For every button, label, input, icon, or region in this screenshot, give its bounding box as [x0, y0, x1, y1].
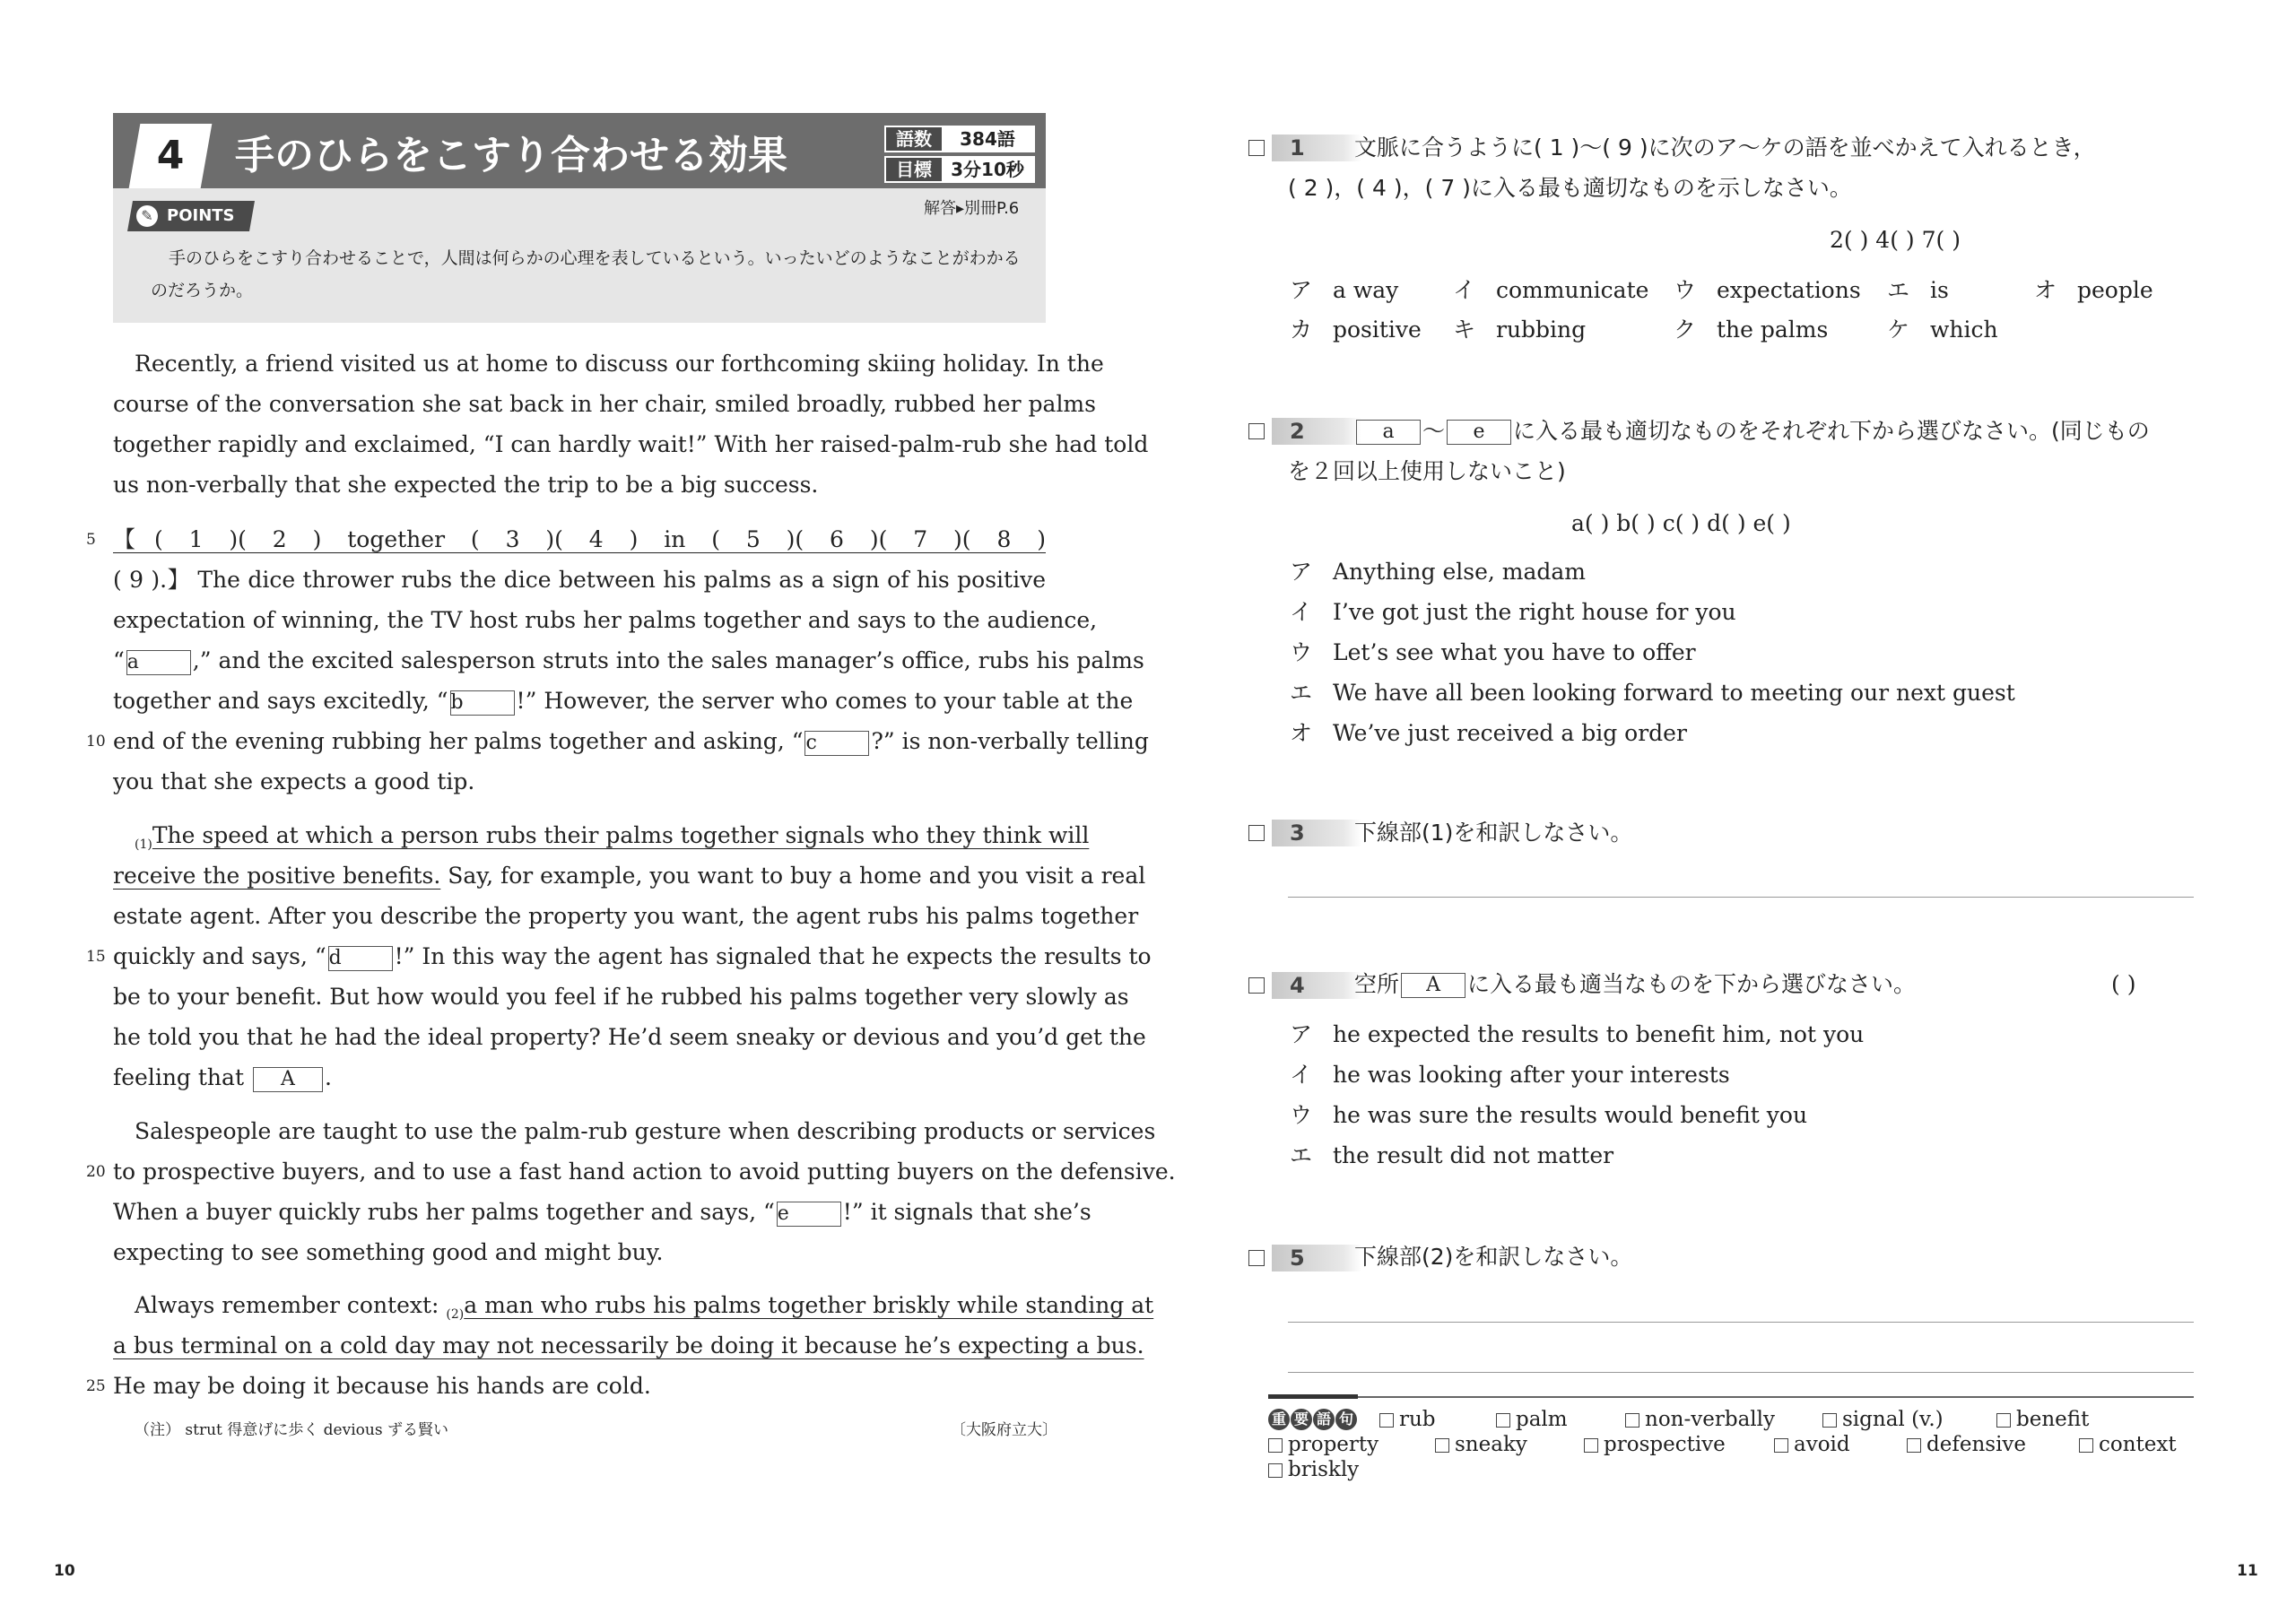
checkbox[interactable] [1822, 1413, 1837, 1428]
passage-line [113, 722, 1149, 761]
question-text: 下線部(1)を和訳しなさい。 [1354, 820, 1633, 846]
text-segment: !” In this way the agent has signaled that he expects the results to [394, 943, 1152, 969]
blank-box: e [777, 1202, 841, 1227]
answer-slot[interactable]: ( ) [2111, 971, 2136, 997]
option-item: ア he expected the results to benefit him, not you [1290, 1021, 1865, 1047]
option-item: イ he was looking after your interests [1290, 1062, 1730, 1088]
page-number-left: 10 [54, 1562, 75, 1580]
passage-line [113, 762, 1046, 802]
option-item: オ We’ve just received a big order [1290, 720, 1687, 746]
text-segment: us non-verbally that she expected the trip to be a big success. [113, 472, 819, 498]
vocab-item[interactable]: palm [1496, 1408, 1568, 1431]
question-checkbox[interactable] [1248, 1250, 1265, 1266]
option-item: エ is [1887, 277, 1949, 303]
text-segment: ,” and the excited salesperson struts into the sales manager’s office, rubs his palms [192, 647, 1144, 673]
text-segment: together rapidly and exclaimed, “I can hardly wait!” With her raised-palm-rub she had told [113, 431, 1149, 457]
checkbox[interactable] [2079, 1438, 2093, 1453]
blank-box: a [126, 650, 191, 675]
checkbox[interactable] [1584, 1438, 1598, 1453]
option-item: ク the palms [1674, 317, 1829, 343]
option-item: ウ he was sure the results would benefit you [1290, 1102, 1808, 1128]
line-number: 25 [86, 1377, 106, 1395]
passage-line [113, 385, 1096, 424]
points-label: POINTS [167, 206, 235, 225]
vocab-item[interactable]: prospective [1584, 1433, 1726, 1456]
option-item: ウ expectations [1674, 277, 1861, 303]
stat-value: 3分10秒 [942, 158, 1033, 181]
points-description: 手のひらをこすり合わせることで，人間は何らかの心理を表しているという。いったいどのようなことがわかるのだろうか。 [151, 248, 1021, 300]
text-segment: to prospective buyers, and to use a fast hand action to avoid putting buyers on the defensive. [113, 1159, 1176, 1185]
vocab-item[interactable]: signal (v.) [1822, 1408, 1944, 1431]
passage-line [113, 601, 1098, 640]
passage-line [113, 1326, 1144, 1366]
option-item: ウ Let’s see what you have to offer [1290, 639, 1696, 665]
vocab-item[interactable]: sneaky [1435, 1433, 1527, 1456]
passage-line [135, 1286, 1154, 1325]
underline-marker: (2) [446, 1307, 465, 1322]
text-segment: . [324, 1064, 332, 1090]
text-segment: together and says excitedly, “ [113, 688, 448, 714]
underlined-text: The speed at which a person rubs their palms together signals who they think will [152, 822, 1090, 848]
blank-box: A [253, 1067, 323, 1092]
line-number: 15 [86, 948, 106, 966]
answer-slots[interactable]: 2( ) 4( ) 7( ) [1830, 227, 1961, 253]
checkbox[interactable] [1996, 1413, 2011, 1428]
question-number: 3 [1290, 820, 1305, 846]
text-segment: !” it signals that she’s [842, 1199, 1091, 1225]
blank-box: e [1447, 420, 1511, 445]
unit-title: 手のひらをこすり合わせる効果 [235, 133, 787, 178]
passage-line [113, 1018, 1146, 1057]
text-segment: course of the conversation she sat back in her chair, smiled broadly, rubbed her palms [113, 391, 1096, 417]
page-number-right: 11 [2237, 1562, 2258, 1580]
text-segment: expectation of winning, the TV host rubs her palms together and says to the audience, [113, 607, 1098, 633]
vocab-item[interactable]: rub [1379, 1408, 1436, 1431]
question-number: 2 [1290, 419, 1305, 444]
vocab-item[interactable]: briskly [1268, 1458, 1359, 1481]
question-number: 5 [1290, 1245, 1305, 1271]
underline-marker: (1) [135, 838, 152, 852]
checkbox[interactable] [1907, 1438, 1921, 1453]
passage-line [113, 937, 1152, 976]
underlined-text: a man who rubs his palms together briskly while standing at [464, 1292, 1154, 1318]
answer-reference: 解答▸別冊P.6 [924, 199, 1020, 218]
text-segment: quickly and says, “ [113, 943, 326, 969]
checkbox[interactable] [1435, 1438, 1449, 1453]
passage-line [113, 1152, 1176, 1192]
text-segment: Say, for example, you want to buy a home and you visit a real [440, 863, 1146, 889]
passage-line [113, 897, 1139, 936]
stat-label: 目標 [886, 158, 942, 181]
answer-slots[interactable]: a( ) b( ) c( ) d( ) e( ) [1571, 510, 1791, 536]
vocab-item[interactable]: avoid [1774, 1433, 1850, 1456]
unit-number: 4 [156, 133, 185, 178]
underlined-text: receive the positive benefits. [113, 863, 441, 889]
passage-line [113, 1367, 1046, 1406]
option-item: エ the result did not matter [1290, 1142, 1614, 1168]
question-text: を２回以上使用しないこと) [1288, 458, 1566, 484]
checkbox[interactable] [1625, 1413, 1639, 1428]
text-segment: expecting to see something good and might buy. [113, 1239, 664, 1265]
option-item: ケ which [1887, 317, 1998, 343]
target-time-stat [884, 156, 1035, 183]
source-credit: 〔大阪府立大〕 [951, 1421, 1057, 1439]
option-item: オ people [2034, 277, 2153, 303]
blank-box: a [1356, 420, 1421, 445]
line-number: 5 [86, 531, 96, 549]
passage-line [113, 681, 1134, 721]
line-number: 10 [86, 733, 106, 751]
text-segment: He may be doing it because his hands are cold. [113, 1373, 651, 1399]
passage-line [135, 816, 1090, 855]
word-count-stat [884, 126, 1035, 152]
question-checkbox[interactable] [1248, 825, 1265, 841]
stat-label: 語数 [886, 127, 942, 151]
vocab-divider [1268, 1396, 2194, 1398]
answer-line[interactable] [1288, 1372, 2194, 1373]
blank-box: d [328, 946, 393, 971]
blank-box: c [804, 731, 869, 756]
passage-line [113, 520, 1046, 560]
vocab-item[interactable]: benefit [1996, 1408, 2089, 1431]
text-segment: Always remember context: [135, 1292, 447, 1318]
option-item: キ rubbing [1453, 317, 1587, 343]
passage-line [113, 1193, 1091, 1232]
checkbox[interactable] [1496, 1413, 1510, 1428]
passage-line [113, 1058, 1046, 1098]
passage-line [113, 856, 1146, 896]
line-number: 20 [86, 1163, 106, 1181]
text-segment: end of the evening rubbing her palms together and asking, “ [113, 728, 804, 754]
option-item: イ I’ve got just the right house for you [1290, 599, 1736, 625]
question-text: 空所 A に入る最も適当なものを下から選びなさい。 [1354, 971, 1917, 997]
vocab-divider-accent [1268, 1394, 1358, 1399]
vocab-item[interactable]: property [1268, 1433, 1378, 1456]
passage-line [113, 1233, 1046, 1272]
footnote: （注） strut 得意げに歩く devious ずる賢い [135, 1421, 448, 1439]
text-segment: “ [113, 647, 125, 673]
option-item: イ communicate [1453, 277, 1649, 303]
checkbox[interactable] [1268, 1463, 1283, 1478]
text-segment: be to your benefit. But how would you feel if he rubbed his palms together very slowly as [113, 984, 1129, 1010]
checkbox[interactable] [1268, 1438, 1283, 1453]
question-text: 文脈に合うように( 1 )～( 9 )に次のア～ケの語を並べかえて入れるとき， [1354, 135, 2096, 161]
text-segment: Recently, a friend visited us at home to discuss our forthcoming skiing holiday. In the [135, 351, 1104, 377]
vocab-item[interactable]: context [2079, 1433, 2177, 1456]
question-text: a ～ e に入る最も適切なものをそれぞれ下から選びなさい。(同じもの [1354, 415, 2150, 447]
option-item: カ positive [1290, 317, 1422, 343]
passage-line [113, 560, 1046, 600]
text-segment: he told you that he had the ideal property? He’d seem sneaky or devious and you’d get the [113, 1024, 1146, 1050]
text-segment: Salespeople are taught to use the palm-rub gesture when describing products or services [135, 1118, 1156, 1144]
option-item: ア Anything else, madam [1290, 559, 1587, 585]
option-item: エ We have all been looking forward to meeting our next guest [1290, 680, 2015, 706]
question-text: ( 2 )，( 4 )，( 7 )に入る最も適切なものを示しなさい。 [1288, 175, 1852, 201]
passage-line [113, 641, 1144, 681]
stat-value: 384語 [942, 127, 1033, 151]
passage-line [135, 1112, 1156, 1151]
text-segment: ( 9 ).】 The dice thrower rubs the dice between his palms as a sign of his positive [113, 567, 1046, 593]
checkbox[interactable] [1774, 1438, 1788, 1453]
text-segment: feeling that [113, 1064, 251, 1090]
text-segment: When a buyer quickly rubs her palms together and says, “ [113, 1199, 775, 1225]
text-segment: 【( 1 )( 2 ) together ( 3 )( 4 ) in ( 5 )( 6 )( 7 )( 8 ) [113, 526, 1046, 552]
vocab-item[interactable]: non-verbally [1625, 1408, 1775, 1431]
answer-line[interactable] [1288, 897, 2194, 898]
passage-line [113, 465, 1046, 505]
passage-line [113, 977, 1129, 1017]
blank-box: b [450, 690, 515, 716]
pencil-icon: ✎ [136, 205, 158, 227]
question-text: 下線部(2)を和訳しなさい。 [1354, 1244, 1633, 1270]
blank-box: A [1401, 973, 1465, 998]
question-checkbox[interactable] [1248, 977, 1265, 994]
question-number: 1 [1290, 135, 1305, 161]
vocab-badge: 重 要 語 句 [1268, 1408, 1358, 1431]
answer-line[interactable] [1288, 1322, 2194, 1323]
question-number: 4 [1290, 973, 1305, 998]
text-segment: !” However, the server who comes to your table at the [516, 688, 1134, 714]
passage-line [135, 344, 1104, 384]
checkbox[interactable] [1379, 1413, 1394, 1428]
question-checkbox[interactable] [1248, 140, 1265, 156]
text-segment: estate agent. After you describe the property you want, the agent rubs his palms together [113, 903, 1139, 929]
passage-line [113, 425, 1149, 464]
question-checkbox[interactable] [1248, 423, 1265, 439]
text-segment: ?” is non-verbally telling [871, 728, 1149, 754]
option-item: ア a way [1290, 277, 1399, 303]
text-segment: you that she expects a good tip. [113, 768, 475, 794]
vocab-item[interactable]: defensive [1907, 1433, 2026, 1456]
underlined-text: a bus terminal on a cold day may not necessarily be doing it because he’s expecting a bus. [113, 1332, 1144, 1358]
